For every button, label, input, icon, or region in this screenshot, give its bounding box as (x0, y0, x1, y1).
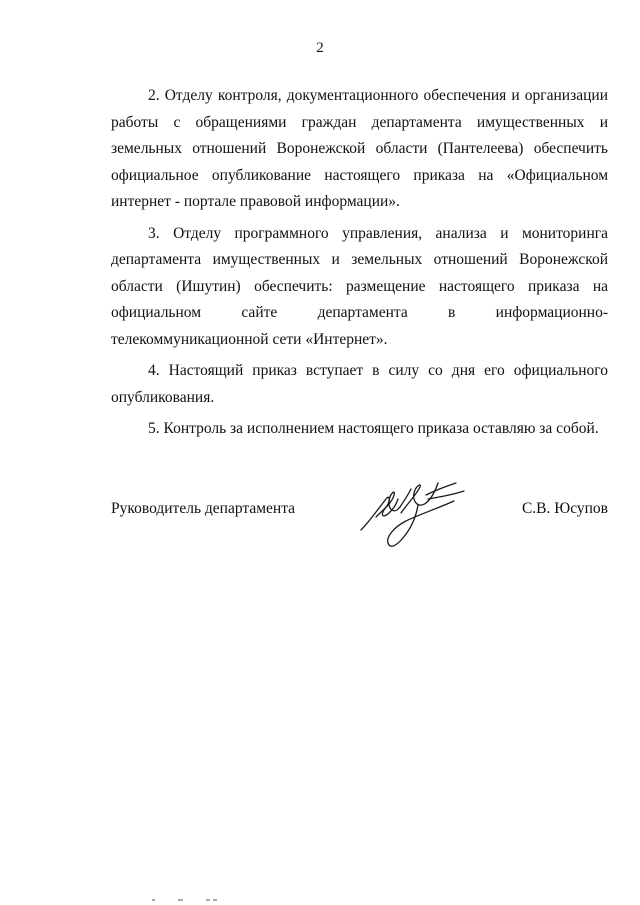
signature-block (111, 475, 608, 555)
scan-artifact-marks (150, 897, 230, 903)
page-number: 2 (316, 40, 324, 56)
paragraph-2: 2. Отделу контроля, документационного обеспечения и организации работы с обращениями граждан департамента имущественных и земельных отношений Воронежской области (Пантелеева) обеспечить официальное опубликование настоящего приказа на «Официальном интернет - портале правовой информации». (111, 87, 608, 210)
signatory-name: С.В. Юсупов (521, 500, 608, 517)
handwritten-signature (356, 475, 471, 555)
paragraph-5: 5. Контроль за исполнением настоящего приказа оставляю за собой. (148, 420, 599, 437)
position-title: Руководитель департамента (111, 500, 296, 517)
document-body (111, 83, 608, 448)
paragraph-3: 3. Отделу программного управления, анализа и мониторинга департамента имущественных и земельных отношений Воронежской области (Ишутин) обеспечить: размещение настоящего приказа на официальном сайте департамента в информационно-телекоммуникационной сети «Интернет». (111, 224, 608, 348)
paragraph-4: 4. Настоящий приказ вступает в силу со дня его официального опубликования. (111, 362, 608, 406)
